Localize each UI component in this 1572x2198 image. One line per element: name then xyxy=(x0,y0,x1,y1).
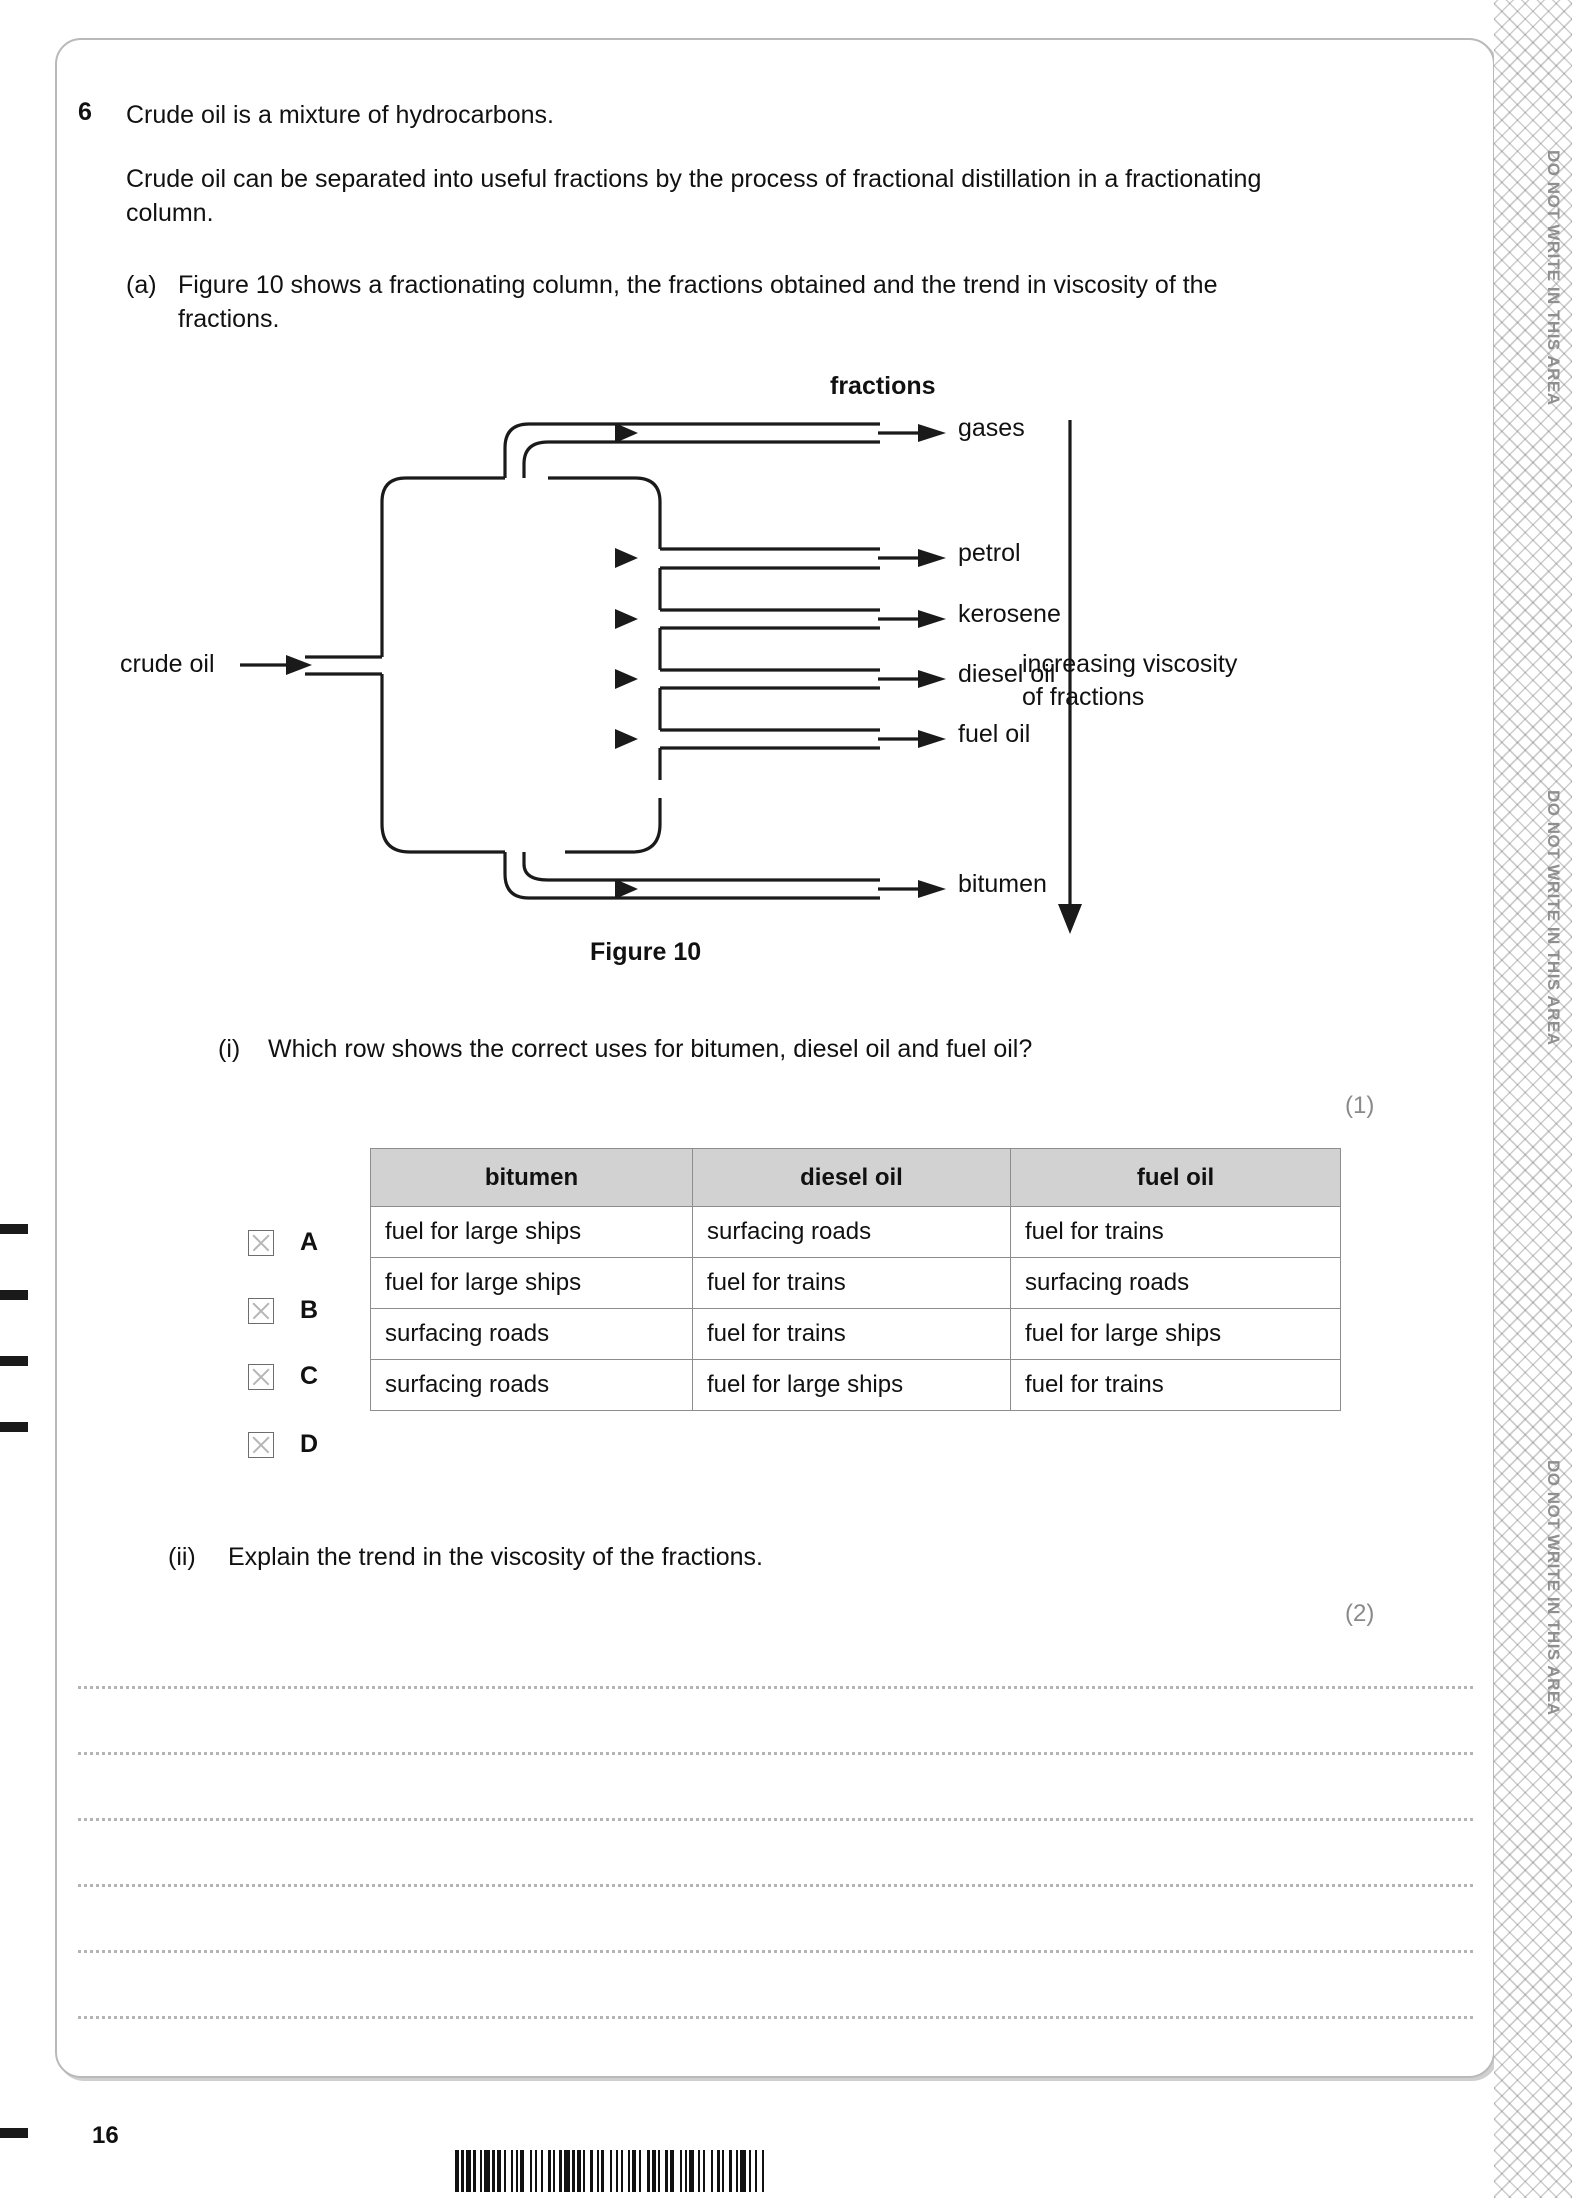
checkbox-icon[interactable] xyxy=(248,1364,274,1390)
figure-label-petrol: petrol xyxy=(958,539,1021,567)
part-ii-label: (ii) xyxy=(168,1543,196,1571)
table-row[interactable] xyxy=(371,1207,1341,1258)
crop-tick xyxy=(0,1224,28,1234)
table-row[interactable] xyxy=(371,1360,1341,1411)
viscosity-label-line-2: of fractions xyxy=(1022,683,1145,711)
answer-line[interactable] xyxy=(78,1752,1473,1755)
table-header-row xyxy=(371,1149,1341,1207)
fractions-heading: fractions xyxy=(830,372,936,400)
part-a-text: Figure 10 shows a fractionating column, the fractions obtained and the trend in viscosity of the fractions. xyxy=(178,271,1218,333)
part-a-label: (a) xyxy=(126,271,157,299)
option-marker-a[interactable] xyxy=(248,1228,318,1257)
do-not-write-label: DO NOT WRITE IN THIS AREA xyxy=(1544,1460,1563,1716)
figure-label-diesel-oil: diesel oil xyxy=(958,660,1056,688)
question-intro-line-1: Crude oil is a mixture of hydrocarbons. xyxy=(126,101,554,129)
cell-bitumen: surfacing roads xyxy=(371,1309,693,1360)
answer-line[interactable] xyxy=(78,2016,1473,2019)
checkbox-icon[interactable] xyxy=(248,1298,274,1324)
option-letter: A xyxy=(300,1228,319,1256)
do-not-write-margin xyxy=(1494,0,1572,2198)
figure-label-kerosene: kerosene xyxy=(958,600,1061,628)
cell-fuel-oil: surfacing roads xyxy=(1011,1258,1341,1309)
question-intro-line-2: Crude oil can be separated into useful fractions by the process of fractional distillation in a fractionating column. xyxy=(126,165,1262,227)
crop-tick xyxy=(0,1356,28,1366)
viscosity-label-line-1: increasing viscosity xyxy=(1022,650,1238,678)
crop-tick xyxy=(0,1290,28,1300)
answer-line[interactable] xyxy=(78,1884,1473,1887)
option-marker-b[interactable] xyxy=(248,1296,318,1325)
column-header-bitumen: bitumen xyxy=(371,1149,693,1207)
cell-bitumen: surfacing roads xyxy=(371,1360,693,1411)
figure-label-gases: gases xyxy=(958,414,1025,442)
part-ii-text: Explain the trend in the viscosity of the fractions. xyxy=(228,1543,763,1571)
part-i-text: Which row shows the correct uses for bitumen, diesel oil and fuel oil? xyxy=(268,1035,1033,1063)
cell-diesel-oil: fuel for trains xyxy=(693,1258,1011,1309)
cell-fuel-oil: fuel for trains xyxy=(1011,1360,1341,1411)
viscosity-trend-label xyxy=(1022,648,1237,714)
question-number: 6 xyxy=(78,98,92,126)
option-letter: D xyxy=(300,1430,319,1458)
cell-diesel-oil: fuel for large ships xyxy=(693,1360,1011,1411)
figure-label-bitumen: bitumen xyxy=(958,870,1047,898)
option-letter: B xyxy=(300,1296,319,1324)
checkbox-icon[interactable] xyxy=(248,1432,274,1458)
crop-tick xyxy=(0,1422,28,1432)
crop-tick xyxy=(0,2128,28,2138)
option-marker-c[interactable] xyxy=(248,1362,318,1391)
table-row[interactable] xyxy=(371,1258,1341,1309)
option-marker-d[interactable] xyxy=(248,1430,318,1459)
cell-bitumen: fuel for large ships xyxy=(371,1258,693,1309)
answer-line[interactable] xyxy=(78,1818,1473,1821)
answer-line[interactable] xyxy=(78,1686,1473,1689)
do-not-write-label: DO NOT WRITE IN THIS AREA xyxy=(1544,150,1563,406)
table-row[interactable] xyxy=(371,1309,1341,1360)
multiple-choice-table xyxy=(370,1148,1341,1411)
figure-label-crude-oil: crude oil xyxy=(120,650,215,678)
barcode xyxy=(455,2150,767,2192)
cell-diesel-oil: surfacing roads xyxy=(693,1207,1011,1258)
column-header-diesel-oil: diesel oil xyxy=(693,1149,1011,1207)
part-ii-marks: (2) xyxy=(1345,1600,1375,1627)
cell-diesel-oil: fuel for trains xyxy=(693,1309,1011,1360)
part-i-marks: (1) xyxy=(1345,1092,1375,1119)
cell-fuel-oil: fuel for trains xyxy=(1011,1207,1341,1258)
option-letter: C xyxy=(300,1362,319,1390)
column-header-fuel-oil: fuel oil xyxy=(1011,1149,1341,1207)
answer-line[interactable] xyxy=(78,1950,1473,1953)
page-number: 16 xyxy=(92,2122,119,2149)
do-not-write-label: DO NOT WRITE IN THIS AREA xyxy=(1544,790,1563,1046)
part-i-label: (i) xyxy=(218,1035,241,1063)
figure-caption: Figure 10 xyxy=(590,938,702,966)
checkbox-icon[interactable] xyxy=(248,1230,274,1256)
figure-label-fuel-oil: fuel oil xyxy=(958,720,1031,748)
cell-bitumen: fuel for large ships xyxy=(371,1207,693,1258)
cell-fuel-oil: fuel for large ships xyxy=(1011,1309,1341,1360)
